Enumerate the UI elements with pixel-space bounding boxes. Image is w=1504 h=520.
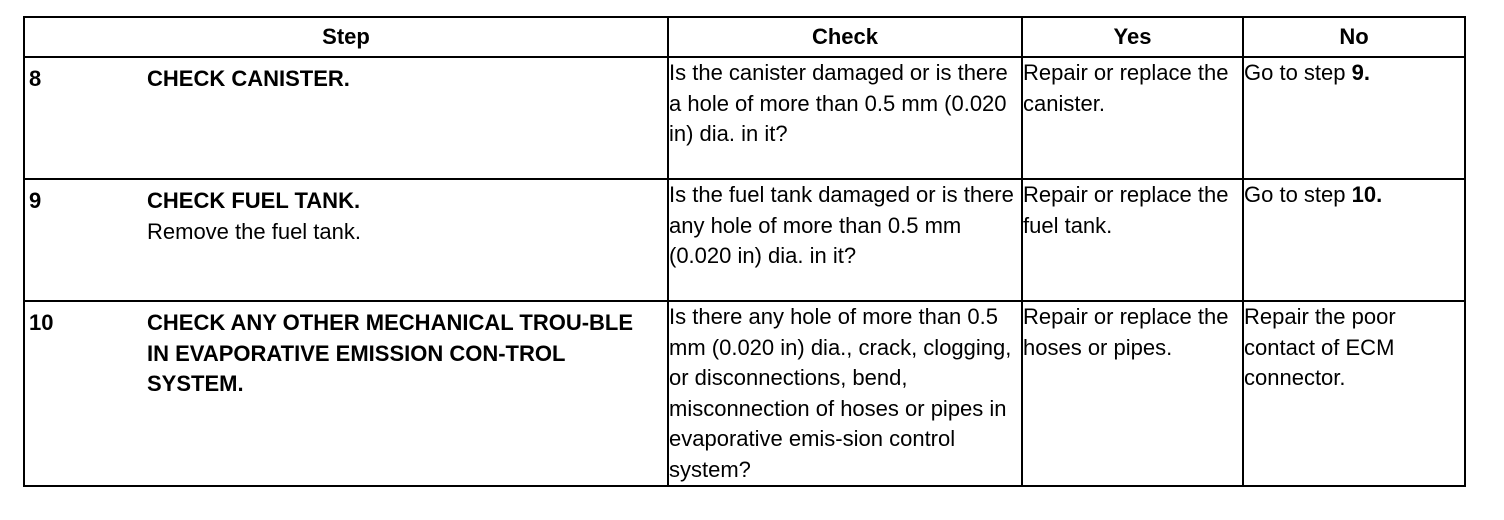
yes-cell: Repair or replace the canister. [1022,57,1243,179]
step-cell [24,57,668,179]
no-text: Repair the poor contact of ECM connector. [1244,304,1396,390]
no-cell [1243,57,1465,179]
header-check: Check [668,17,1022,57]
check-cell: Is the canister damaged or is there a hole of more than 0.5 mm (0.020 in) dia. in it? [668,57,1022,179]
no-text: Go to step [1244,182,1352,207]
header-step: Step [24,17,668,57]
table-row-step-10 [24,301,1465,486]
step-number: 8 [29,66,42,91]
step-title: CHECK ANY OTHER MECHANICAL TROU-BLE IN EVAPORATIVE EMISSION CON-TROL SYSTEM. [147,310,634,396]
no-text-suffix: . [1363,60,1370,85]
table-row-step-8 [24,57,1465,179]
no-text-suffix: . [1376,182,1383,207]
no-step-ref: 9 [1351,60,1364,85]
yes-cell: Repair or replace the fuel tank. [1022,179,1243,301]
header-no: No [1243,17,1465,57]
no-step-ref: 10 [1351,182,1377,207]
no-cell [1243,179,1465,301]
check-cell: Is the fuel tank damaged or is there any hole of more than 0.5 mm (0.020 in) dia. in it? [668,179,1022,301]
header-yes: Yes [1022,17,1243,57]
check-cell: Is there any hole of more than 0.5 mm (0.020 in) dia., crack, clogging, or disconnections, bend, misconnection of hoses or pipes in evaporative emis-sion control system? [668,301,1022,486]
step-number: 9 [29,188,42,213]
step-cell [24,179,668,301]
step-note: Remove the fuel tank. [147,218,362,244]
table-row-step-9 [24,179,1465,301]
step-title: CHECK CANISTER. [147,66,350,91]
header-row [24,17,1465,57]
no-text: Go to step [1244,60,1352,85]
no-cell [1243,301,1465,486]
step-title: CHECK FUEL TANK. [147,188,361,213]
diagnostic-table [23,16,1466,487]
step-cell [24,301,668,486]
step-number: 10 [29,310,54,335]
yes-cell: Repair or replace the hoses or pipes. [1022,301,1243,486]
